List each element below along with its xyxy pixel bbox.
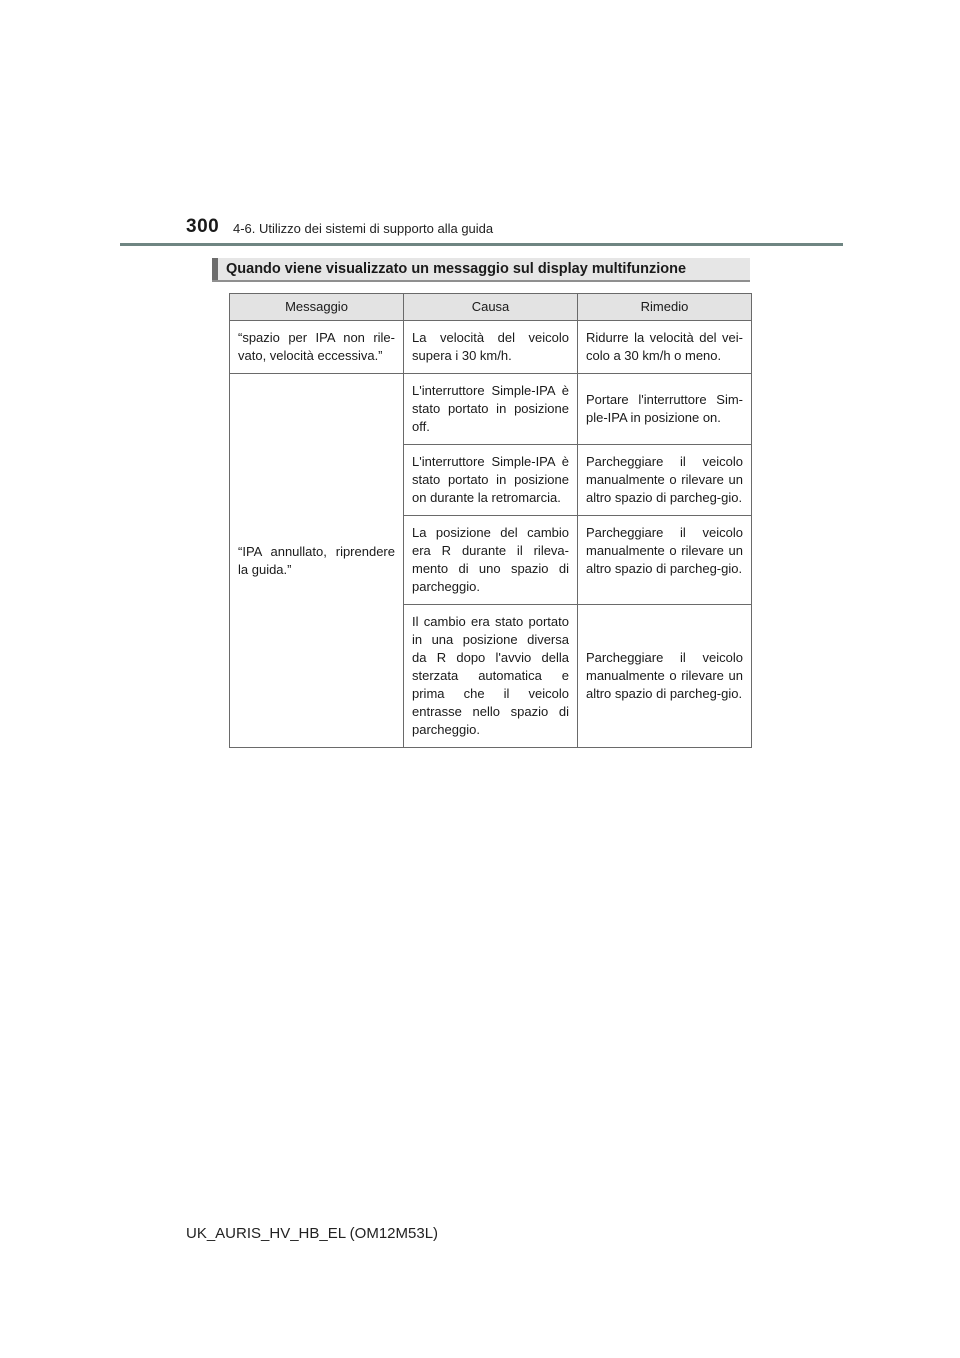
remedy-cell: Parcheggiare il veicolo manualmente o rilevare un altro spazio di parcheg-gio. bbox=[578, 516, 752, 605]
column-header-cause: Causa bbox=[404, 294, 578, 321]
message-table bbox=[229, 293, 752, 748]
remedy-cell: Ridurre la velocità del vei-colo a 30 km/h o meno. bbox=[578, 321, 752, 374]
section-heading-bar bbox=[212, 258, 218, 280]
cause-cell: L'interruttore Simple-IPA è stato portato in posizione on durante la retromarcia. bbox=[404, 445, 578, 516]
document-code: UK_AURIS_HV_HB_EL (OM12M53L) bbox=[186, 1225, 439, 1242]
cause-cell: L'interruttore Simple-IPA è stato portato in posizione off. bbox=[404, 374, 578, 445]
page-number: 300 bbox=[186, 216, 220, 237]
table-row bbox=[230, 374, 752, 445]
remedy-cell: Portare l'interruttore Sim-ple-IPA in posizione on. bbox=[578, 374, 752, 445]
column-header-remedy: Rimedio bbox=[578, 294, 752, 321]
table-row bbox=[230, 321, 752, 374]
message-cell: “spazio per IPA non rile-vato, velocità eccessiva.” bbox=[230, 321, 404, 374]
message-cell: “IPA annullato, riprendere la guida.” bbox=[230, 374, 404, 748]
remedy-cell: Parcheggiare il veicolo manualmente o rilevare un altro spazio di parcheg-gio. bbox=[578, 445, 752, 516]
table-header-row bbox=[230, 294, 752, 321]
cause-cell: La posizione del cambio era R durante il rileva-mento di uno spazio di parcheggio. bbox=[404, 516, 578, 605]
header-divider bbox=[120, 243, 843, 246]
section-title: Quando viene visualizzato un messaggio sul display multifunzione bbox=[226, 261, 687, 277]
cause-cell: Il cambio era stato portato in una posizione diversa da R dopo l'avvio della sterzata automatica e prima che il veicolo entrasse nello spazio di parcheggio. bbox=[404, 605, 578, 748]
column-header-message: Messaggio bbox=[230, 294, 404, 321]
section-heading bbox=[212, 258, 750, 282]
cause-cell: La velocità del veicolo supera i 30 km/h. bbox=[404, 321, 578, 374]
running-header: 4-6. Utilizzo dei sistemi di supporto alla guida bbox=[233, 221, 494, 236]
remedy-cell: Parcheggiare il veicolo manualmente o rilevare un altro spazio di parcheg-gio. bbox=[578, 605, 752, 748]
